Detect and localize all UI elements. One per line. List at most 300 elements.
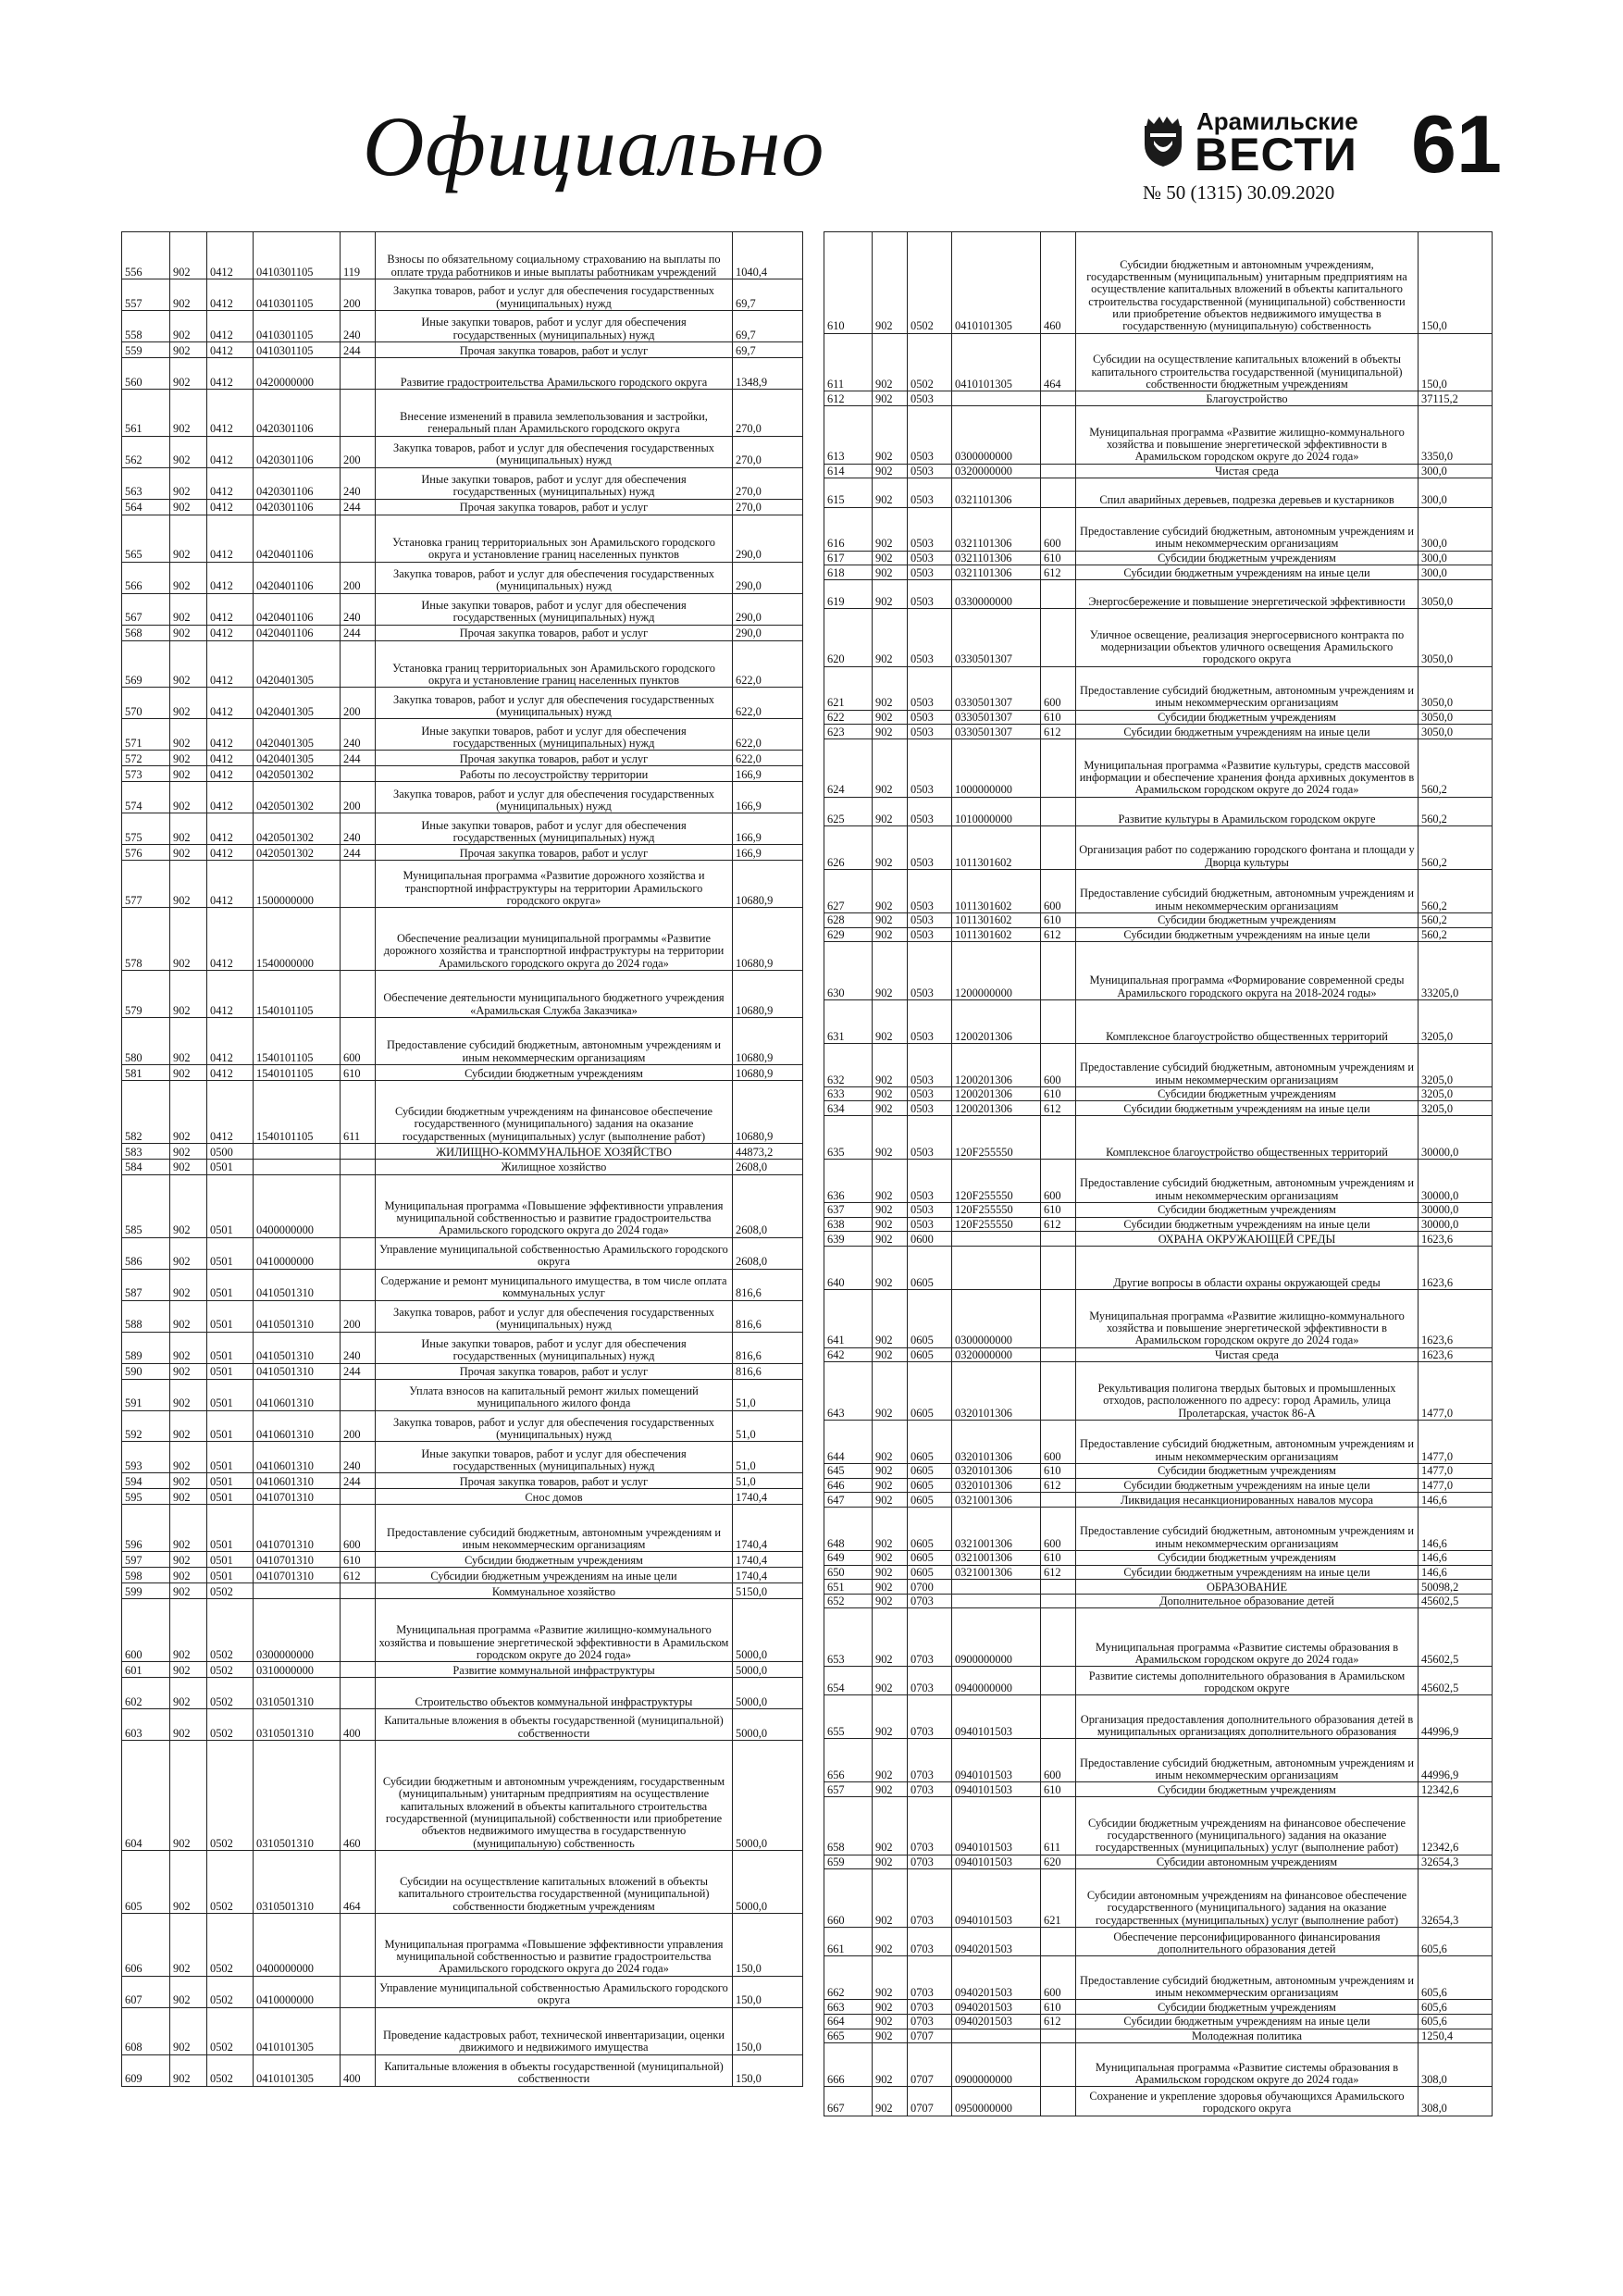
table-row — [824, 912, 1493, 927]
table-row — [122, 1442, 803, 1473]
row-number: 620 — [824, 609, 873, 667]
row-grbs: 902 — [873, 1203, 908, 1218]
row-grbs: 902 — [170, 1410, 207, 1442]
row-amount: 69,7 — [733, 279, 803, 310]
row-expense-type: 610 — [1041, 710, 1076, 725]
row-description: Работы по лесоустройству территории — [376, 766, 733, 782]
row-amount: 1040,4 — [733, 232, 803, 279]
row-expense-type: 612 — [1041, 2014, 1076, 2029]
row-description: Иные закупки товаров, работ и услуг для обеспечения государственных (муниципальных) нужд — [376, 1442, 733, 1473]
row-expense-type: 612 — [1041, 565, 1076, 580]
row-section: 0503 — [908, 912, 952, 927]
row-amount: 12342,6 — [1419, 1797, 1493, 1855]
row-amount: 300,0 — [1419, 478, 1493, 507]
row-expense-type — [1041, 1580, 1076, 1595]
row-description: Прочая закупка товаров, работ и услуг — [376, 499, 733, 515]
row-grbs: 902 — [170, 1709, 207, 1741]
row-section: 0703 — [908, 1782, 952, 1797]
table-row — [824, 1362, 1493, 1421]
row-target-code: 1540101105 — [254, 1080, 341, 1143]
table-row — [824, 391, 1493, 406]
row-expense-type: 612 — [1041, 927, 1076, 942]
row-description: Предоставление субсидий бюджетным, автономным учреждениям и иным некоммерческим организациям — [1076, 1420, 1419, 1463]
row-expense-type — [1041, 1247, 1076, 1290]
row-description: Субсидии автономным учреждениям — [1076, 1855, 1419, 1869]
row-expense-type — [1041, 1493, 1076, 1508]
row-expense-type: 621 — [1041, 1869, 1076, 1928]
row-grbs: 902 — [873, 551, 908, 565]
row-description: Закупка товаров, работ и услуг для обеспечения государственных (муниципальных) нужд — [376, 279, 733, 310]
row-grbs: 902 — [873, 2014, 908, 2029]
row-amount: 3050,0 — [1419, 666, 1493, 710]
row-section: 0503 — [908, 1160, 952, 1203]
row-section: 0412 — [207, 640, 254, 688]
row-number: 562 — [122, 436, 170, 467]
table-row — [824, 405, 1493, 464]
row-amount: 290,0 — [733, 562, 803, 593]
row-amount: 1740,4 — [733, 1568, 803, 1583]
table-row — [122, 625, 803, 640]
row-target-code: 0410101305 — [254, 2007, 341, 2054]
table-row — [824, 565, 1493, 580]
row-target-code: 0321001306 — [952, 1565, 1041, 1580]
table-row — [824, 1420, 1493, 1463]
row-amount: 51,0 — [733, 1379, 803, 1410]
row-number: 660 — [824, 1869, 873, 1928]
row-number: 618 — [824, 565, 873, 580]
row-grbs: 902 — [873, 1493, 908, 1508]
row-expense-type — [1041, 1695, 1076, 1739]
row-expense-type — [1041, 579, 1076, 608]
row-number: 605 — [122, 1850, 170, 1913]
table-row — [824, 1507, 1493, 1550]
row-number: 584 — [122, 1159, 170, 1174]
row-expense-type: 244 — [341, 751, 376, 766]
table-row — [824, 1565, 1493, 1580]
row-amount: 816,6 — [733, 1269, 803, 1300]
row-grbs: 902 — [873, 797, 908, 825]
row-number: 663 — [824, 2000, 873, 2015]
row-amount: 300,0 — [1419, 551, 1493, 565]
row-section: 0503 — [908, 999, 952, 1043]
row-grbs: 902 — [873, 1594, 908, 1608]
row-description: Иные закупки товаров, работ и услуг для обеспечения государственных (муниципальных) нужд — [376, 593, 733, 625]
row-description: Управление муниципальной собственностью Арамильского городского округа — [376, 1237, 733, 1269]
row-number: 611 — [824, 333, 873, 391]
row-section: 0605 — [908, 1463, 952, 1478]
brand-title: ВЕСТИ — [1195, 129, 1357, 180]
row-expense-type: 610 — [1041, 1203, 1076, 1218]
table-row — [122, 593, 803, 625]
row-expense-type — [341, 1489, 376, 1505]
row-target-code: 0310501310 — [254, 1709, 341, 1741]
row-section: 0503 — [908, 1217, 952, 1232]
row-expense-type: 240 — [341, 310, 376, 341]
row-number: 653 — [824, 1608, 873, 1667]
row-section: 0503 — [908, 826, 952, 870]
row-expense-type: 600 — [1041, 1739, 1076, 1782]
row-grbs: 902 — [170, 971, 207, 1018]
table-row — [122, 1976, 803, 2007]
row-expense-type: 600 — [1041, 507, 1076, 551]
row-description: Закупка товаров, работ и услуг для обеспечения государственных (муниципальных) нужд — [376, 688, 733, 719]
row-amount: 150,0 — [1419, 232, 1493, 334]
table-row — [824, 1695, 1493, 1739]
row-section: 0501 — [207, 1473, 254, 1489]
row-grbs: 902 — [873, 927, 908, 942]
row-expense-type — [1041, 739, 1076, 798]
row-section: 0412 — [207, 499, 254, 515]
row-grbs: 902 — [170, 1174, 207, 1237]
row-amount: 51,0 — [733, 1473, 803, 1489]
row-amount: 69,7 — [733, 310, 803, 341]
row-expense-type — [341, 1583, 376, 1599]
row-amount: 1477,0 — [1419, 1463, 1493, 1478]
row-number: 649 — [824, 1550, 873, 1565]
row-description: Предоставление субсидий бюджетным, автономным учреждениям и иным некоммерческим организациям — [1076, 666, 1419, 710]
row-number: 630 — [824, 942, 873, 1000]
row-grbs: 902 — [170, 1976, 207, 2007]
row-description: Муниципальная программа «Развитие дорожного хозяйства и транспортной инфраструктуры на территории Арамильского городского округа» — [376, 861, 733, 908]
table-row — [122, 751, 803, 766]
row-expense-type — [1041, 2087, 1076, 2116]
row-number: 582 — [122, 1080, 170, 1143]
row-description: Капитальные вложения в объекты государственной (муниципальной) собственности — [376, 1709, 733, 1741]
row-description: Субсидии бюджетным учреждениям — [1076, 1463, 1419, 1478]
row-grbs: 902 — [873, 609, 908, 667]
row-target-code: 0940101503 — [952, 1869, 1041, 1928]
row-grbs: 902 — [170, 1159, 207, 1174]
row-number: 609 — [122, 2054, 170, 2086]
table-row — [122, 499, 803, 515]
row-amount: 44873,2 — [733, 1143, 803, 1159]
row-number: 619 — [824, 579, 873, 608]
row-grbs: 902 — [170, 341, 207, 357]
table-row — [824, 232, 1493, 334]
table-row — [122, 1709, 803, 1741]
row-section: 0503 — [908, 869, 952, 912]
row-grbs: 902 — [873, 333, 908, 391]
table-row — [824, 2014, 1493, 2029]
coat-of-arms-icon — [1141, 113, 1185, 168]
table-row — [824, 2087, 1493, 2116]
row-expense-type: 611 — [1041, 1797, 1076, 1855]
row-number: 637 — [824, 1203, 873, 1218]
row-amount: 622,0 — [733, 688, 803, 719]
table-row — [122, 1505, 803, 1552]
row-expense-type — [1041, 999, 1076, 1043]
table-row — [824, 942, 1493, 1000]
row-target-code — [254, 1583, 341, 1599]
table-row — [122, 279, 803, 310]
row-amount: 30000,0 — [1419, 1116, 1493, 1160]
row-section: 0503 — [908, 464, 952, 478]
table-row — [824, 826, 1493, 870]
table-row — [824, 1160, 1493, 1203]
table-row — [122, 341, 803, 357]
row-amount: 560,2 — [1419, 739, 1493, 798]
row-section: 0412 — [207, 971, 254, 1018]
row-expense-type: 244 — [341, 499, 376, 515]
row-description: Рекультивация полигона твердых бытовых и промышленных отходов, расположенного по адресу: город Арамиль, улица Пролетарская, участок 86-А — [1076, 1362, 1419, 1421]
row-amount: 560,2 — [1419, 826, 1493, 870]
newspaper-masthead — [1134, 98, 1522, 205]
row-grbs: 902 — [873, 666, 908, 710]
row-expense-type — [341, 861, 376, 908]
row-section: 0707 — [908, 2029, 952, 2043]
row-number: 657 — [824, 1782, 873, 1797]
row-section: 0703 — [908, 1695, 952, 1739]
row-amount: 146,6 — [1419, 1493, 1493, 1508]
row-section: 0501 — [207, 1300, 254, 1332]
table-row — [122, 1379, 803, 1410]
table-row — [122, 971, 803, 1018]
row-amount: 2608,0 — [733, 1174, 803, 1237]
row-amount: 1740,4 — [733, 1489, 803, 1505]
table-row — [824, 1927, 1493, 1955]
row-target-code: 1011301602 — [952, 912, 1041, 927]
row-grbs: 902 — [873, 869, 908, 912]
row-description: Развитие культуры в Арамильском городском округе — [1076, 797, 1419, 825]
row-target-code: 0420501302 — [254, 766, 341, 782]
row-grbs: 902 — [873, 565, 908, 580]
row-section: 0412 — [207, 782, 254, 813]
table-row — [122, 310, 803, 341]
row-target-code: 0321101306 — [952, 551, 1041, 565]
row-description: Организация предоставления дополнительного образования детей в муниципальных организациях дополнительного образования — [1076, 1695, 1419, 1739]
row-amount: 1740,4 — [733, 1552, 803, 1568]
row-number: 573 — [122, 766, 170, 782]
row-section: 0501 — [207, 1568, 254, 1583]
row-target-code: 120F255550 — [952, 1217, 1041, 1232]
row-target-code: 0410501310 — [254, 1332, 341, 1363]
table-row — [824, 1203, 1493, 1218]
row-number: 596 — [122, 1505, 170, 1552]
row-section: 0503 — [908, 391, 952, 406]
row-target-code: 0420401305 — [254, 640, 341, 688]
row-number: 658 — [824, 1797, 873, 1855]
row-target-code: 0900000000 — [952, 2043, 1041, 2087]
row-amount: 1623,6 — [1419, 1290, 1493, 1348]
row-section: 0502 — [908, 232, 952, 334]
row-section: 0605 — [908, 1290, 952, 1348]
row-description: Содержание и ремонт муниципального имущества, в том числе оплата коммунальных услуг — [376, 1269, 733, 1300]
row-grbs: 902 — [170, 1913, 207, 1976]
row-amount: 32654,3 — [1419, 1855, 1493, 1869]
row-amount: 560,2 — [1419, 927, 1493, 942]
row-grbs: 902 — [873, 912, 908, 927]
row-amount: 12342,6 — [1419, 1782, 1493, 1797]
row-grbs: 902 — [170, 2054, 207, 2086]
row-target-code: 0420501302 — [254, 845, 341, 861]
row-description: Субсидии бюджетным учреждениям на иные цели — [1076, 725, 1419, 739]
table-row — [122, 1018, 803, 1065]
row-expense-type: 600 — [1041, 1507, 1076, 1550]
row-number: 625 — [824, 797, 873, 825]
table-row — [122, 845, 803, 861]
row-target-code: 0400000000 — [254, 1174, 341, 1237]
row-number: 601 — [122, 1662, 170, 1678]
row-section: 0503 — [908, 565, 952, 580]
row-section: 0703 — [908, 1797, 952, 1855]
row-amount: 3205,0 — [1419, 1101, 1493, 1116]
row-target-code — [952, 1247, 1041, 1290]
row-number: 576 — [122, 845, 170, 861]
row-expense-type: 611 — [341, 1080, 376, 1143]
row-amount: 150,0 — [733, 2007, 803, 2054]
row-section: 0412 — [207, 861, 254, 908]
row-expense-type: 610 — [1041, 551, 1076, 565]
table-row — [122, 467, 803, 499]
row-expense-type: 464 — [1041, 333, 1076, 391]
row-number: 629 — [824, 927, 873, 942]
row-amount: 1623,6 — [1419, 1247, 1493, 1290]
row-section: 0503 — [908, 710, 952, 725]
row-expense-type — [1041, 797, 1076, 825]
row-number: 588 — [122, 1300, 170, 1332]
row-grbs: 902 — [873, 391, 908, 406]
row-grbs: 902 — [873, 1667, 908, 1695]
table-row — [122, 357, 803, 389]
row-expense-type — [1041, 826, 1076, 870]
row-amount: 270,0 — [733, 499, 803, 515]
table-row — [122, 1599, 803, 1662]
table-row — [122, 1410, 803, 1442]
row-expense-type: 240 — [341, 593, 376, 625]
table-row — [122, 1662, 803, 1678]
row-description: Развитие градостроительства Арамильского городского округа — [376, 357, 733, 389]
row-expense-type: 600 — [1041, 1043, 1076, 1086]
row-expense-type — [341, 389, 376, 436]
row-expense-type: 600 — [1041, 1420, 1076, 1463]
row-section: 0700 — [908, 1580, 952, 1595]
table-row — [824, 1086, 1493, 1101]
row-number: 636 — [824, 1160, 873, 1203]
table-row — [122, 1159, 803, 1174]
row-grbs: 902 — [873, 1463, 908, 1478]
row-grbs: 902 — [170, 1300, 207, 1332]
row-amount: 44996,9 — [1419, 1739, 1493, 1782]
row-section: 0703 — [908, 1927, 952, 1955]
row-section: 0412 — [207, 1064, 254, 1080]
row-grbs: 902 — [170, 751, 207, 766]
row-amount: 44996,9 — [1419, 1695, 1493, 1739]
row-expense-type: 244 — [341, 1473, 376, 1489]
row-number: 647 — [824, 1493, 873, 1508]
row-amount: 10680,9 — [733, 908, 803, 971]
row-amount: 51,0 — [733, 1442, 803, 1473]
row-grbs: 902 — [170, 845, 207, 861]
row-number: 626 — [824, 826, 873, 870]
row-expense-type: 612 — [1041, 1217, 1076, 1232]
row-target-code: 1540101105 — [254, 971, 341, 1018]
row-number: 642 — [824, 1347, 873, 1362]
row-number: 574 — [122, 782, 170, 813]
table-row — [824, 507, 1493, 551]
row-target-code: 1200201306 — [952, 1043, 1041, 1086]
row-expense-type — [1041, 478, 1076, 507]
row-target-code — [952, 2029, 1041, 2043]
table-row — [122, 2054, 803, 2086]
table-row — [824, 1247, 1493, 1290]
row-target-code: 0420401106 — [254, 593, 341, 625]
row-amount: 69,7 — [733, 341, 803, 357]
row-description: ЖИЛИЩНО-КОММУНАЛЬНОЕ ХОЗЯЙСТВО — [376, 1143, 733, 1159]
row-grbs: 902 — [873, 478, 908, 507]
row-expense-type: 600 — [1041, 869, 1076, 912]
row-target-code: 0410101305 — [952, 333, 1041, 391]
table-row — [824, 2029, 1493, 2043]
row-expense-type: 612 — [1041, 1565, 1076, 1580]
row-target-code: 1200201306 — [952, 1101, 1041, 1116]
row-expense-type — [341, 1678, 376, 1709]
row-number: 666 — [824, 2043, 873, 2087]
row-description: Уличное освещение, реализация энергосервисного контракта по модернизации объектов уличного освещения Арамильского городского округа — [1076, 609, 1419, 667]
table-row — [824, 1667, 1493, 1695]
row-number: 616 — [824, 507, 873, 551]
row-amount: 45602,5 — [1419, 1667, 1493, 1695]
row-amount: 308,0 — [1419, 2043, 1493, 2087]
row-description: ОХРАНА ОКРУЖАЮЩЕЙ СРЕДЫ — [1076, 1232, 1419, 1247]
row-expense-type — [1041, 1347, 1076, 1362]
table-row — [122, 719, 803, 751]
row-description: Муниципальная программа «Развитие жилищно-коммунального хозяйства и повышение энергетической эффективности в Арамильском городском округе до 2024 года» — [1076, 1290, 1419, 1348]
row-grbs: 902 — [170, 625, 207, 640]
table-row — [824, 1116, 1493, 1160]
row-target-code: 0300000000 — [952, 1290, 1041, 1348]
row-target-code: 0410701310 — [254, 1489, 341, 1505]
row-expense-type: 610 — [341, 1064, 376, 1080]
row-target-code: 0410701310 — [254, 1505, 341, 1552]
page-number: 61 — [1411, 98, 1502, 190]
row-expense-type: 244 — [341, 341, 376, 357]
row-number: 583 — [122, 1143, 170, 1159]
row-expense-type — [1041, 942, 1076, 1000]
row-number: 606 — [122, 1913, 170, 1976]
row-target-code: 0940000000 — [952, 1667, 1041, 1695]
row-number: 654 — [824, 1667, 873, 1695]
table-row — [122, 861, 803, 908]
table-row — [824, 1232, 1493, 1247]
row-description: Субсидии бюджетным учреждениям на иные цели — [1076, 565, 1419, 580]
row-number: 563 — [122, 467, 170, 499]
row-section: 0600 — [908, 1232, 952, 1247]
row-amount: 10680,9 — [733, 1080, 803, 1143]
row-section: 0605 — [908, 1478, 952, 1493]
row-grbs: 902 — [170, 1505, 207, 1552]
row-amount: 560,2 — [1419, 797, 1493, 825]
row-target-code — [952, 1580, 1041, 1595]
row-description: Субсидии бюджетным учреждениям — [376, 1064, 733, 1080]
row-amount: 816,6 — [733, 1363, 803, 1379]
row-section: 0412 — [207, 357, 254, 389]
row-amount: 290,0 — [733, 625, 803, 640]
row-expense-type: 610 — [1041, 1463, 1076, 1478]
table-row — [122, 389, 803, 436]
row-grbs: 902 — [873, 1507, 908, 1550]
row-section: 0503 — [908, 1043, 952, 1086]
row-target-code: 0410501310 — [254, 1363, 341, 1379]
row-amount: 166,9 — [733, 766, 803, 782]
row-section: 0605 — [908, 1347, 952, 1362]
row-target-code: 0420301106 — [254, 499, 341, 515]
table-row — [122, 1080, 803, 1143]
table-row — [824, 1797, 1493, 1855]
row-target-code: 0410701310 — [254, 1568, 341, 1583]
row-number: 594 — [122, 1473, 170, 1489]
row-grbs: 902 — [170, 310, 207, 341]
row-description: Муниципальная программа «Развитие жилищно-коммунального хозяйства и повышение энергетической эффективности в Арамильском городском округе до 2024 года» — [376, 1599, 733, 1662]
